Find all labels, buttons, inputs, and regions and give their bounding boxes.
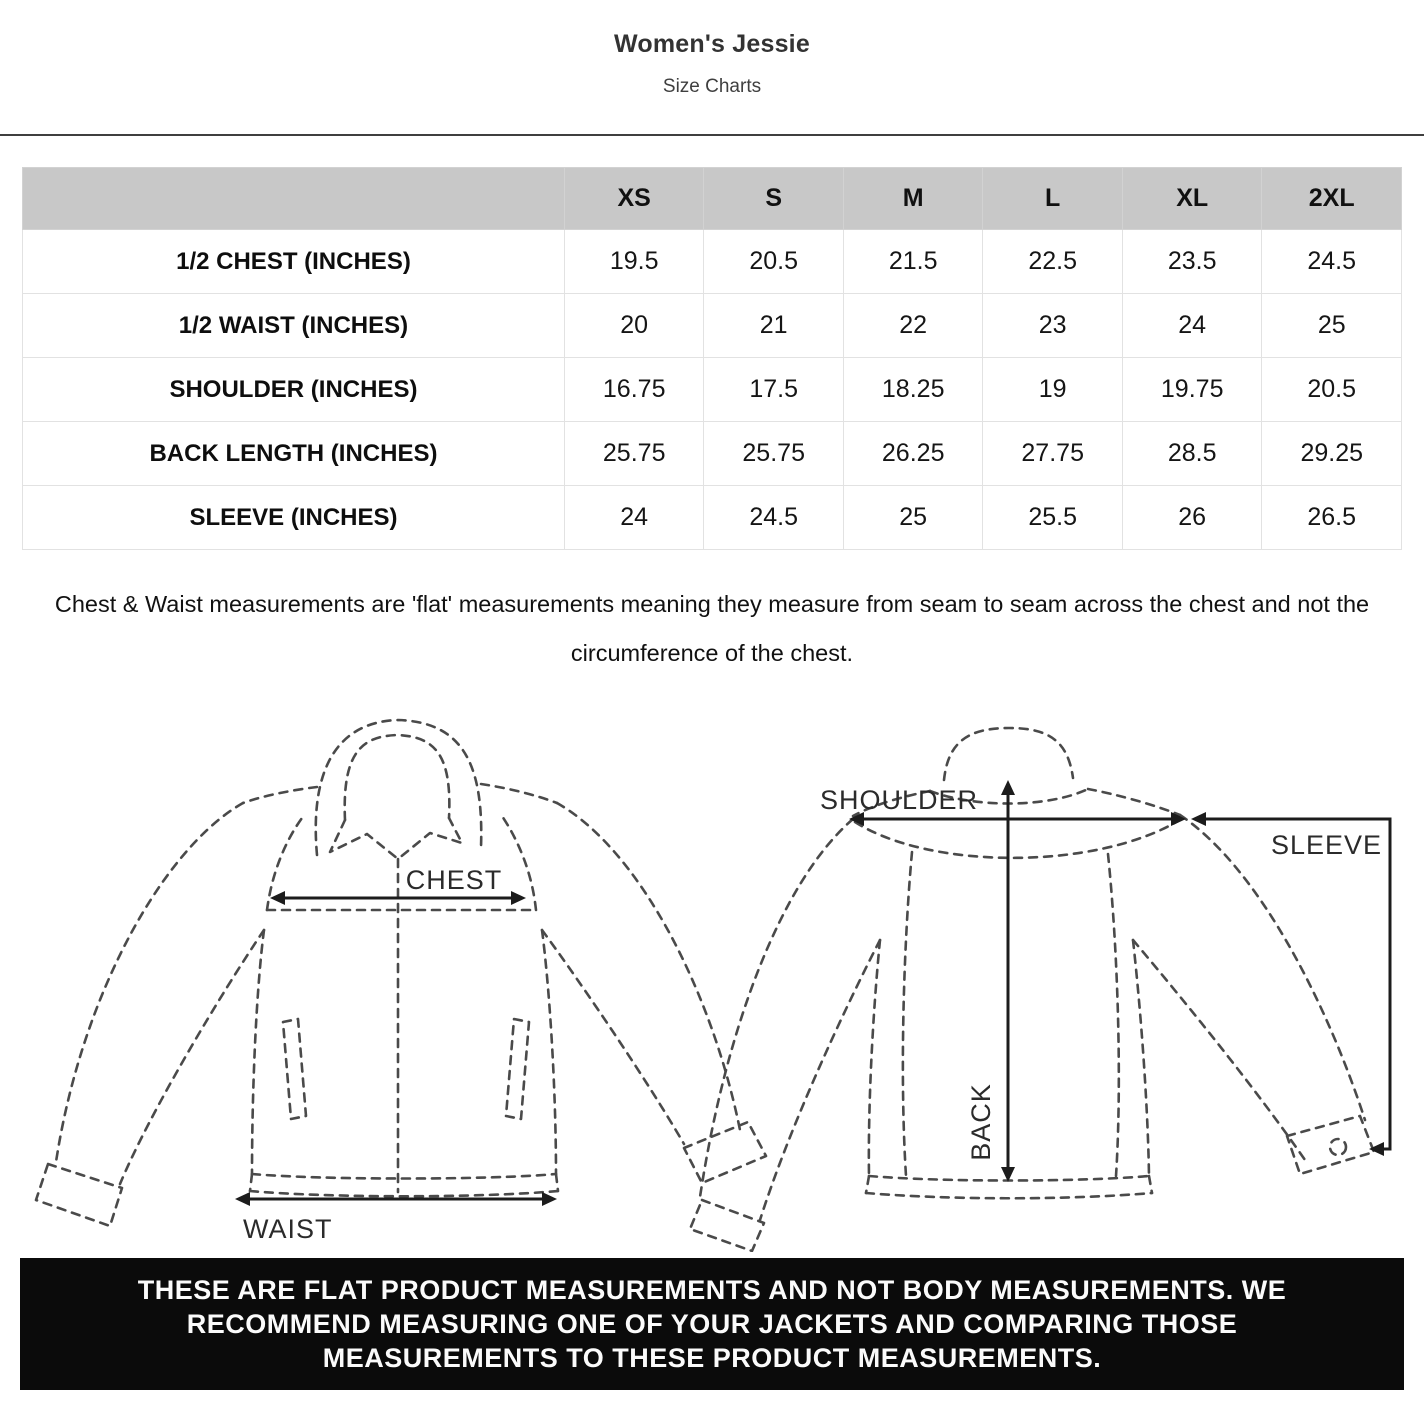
table-row-chest xyxy=(23,230,1402,294)
size-value-cell: 16.75 xyxy=(564,358,704,422)
size-value-cell: 18.25 xyxy=(843,358,983,422)
size-col-s: S xyxy=(704,168,844,230)
size-value-cell: 23 xyxy=(983,294,1123,358)
size-col-2xl: 2XL xyxy=(1262,168,1402,230)
size-value-cell: 17.5 xyxy=(704,358,844,422)
size-value-cell: 27.75 xyxy=(983,422,1123,486)
jacket-front-outline xyxy=(36,720,766,1226)
disclaimer-banner xyxy=(20,1258,1404,1390)
size-value-cell: 24 xyxy=(1122,294,1262,358)
size-value-cell: 19.75 xyxy=(1122,358,1262,422)
chest-label: CHEST xyxy=(405,865,503,895)
row-label: SLEEVE (INCHES) xyxy=(23,486,565,550)
size-value-cell: 20 xyxy=(564,294,704,358)
size-value-cell: 24.5 xyxy=(704,486,844,550)
size-value-cell: 22 xyxy=(843,294,983,358)
page-header xyxy=(0,0,1424,98)
size-value-cell: 26.5 xyxy=(1262,486,1402,550)
shoulder-label: SHOULDER xyxy=(820,785,979,815)
size-value-cell: 25.5 xyxy=(983,486,1123,550)
size-col-l: L xyxy=(983,168,1123,230)
table-row-waist xyxy=(23,294,1402,358)
table-row-back-length xyxy=(23,422,1402,486)
header-divider xyxy=(0,134,1424,136)
size-header-row xyxy=(23,168,1402,230)
size-value-cell: 21.5 xyxy=(843,230,983,294)
size-value-cell: 20.5 xyxy=(704,230,844,294)
size-value-cell: 29.25 xyxy=(1262,422,1402,486)
size-value-cell: 24 xyxy=(564,486,704,550)
size-value-cell: 19.5 xyxy=(564,230,704,294)
back-measure-arrow xyxy=(1001,780,1015,1182)
jacket-back-outline xyxy=(690,728,1374,1251)
size-value-cell: 22.5 xyxy=(983,230,1123,294)
measurement-note: Chest & Waist measurements are 'flat' measurements meaning they measure from seam to seam across the chest and not the circumference of the chest. xyxy=(54,591,1370,666)
size-value-cell: 25 xyxy=(843,486,983,550)
row-label: BACK LENGTH (INCHES) xyxy=(23,422,565,486)
page-title: Women's Jessie xyxy=(614,30,810,58)
size-value-cell: 25.75 xyxy=(564,422,704,486)
size-value-cell: 25.75 xyxy=(704,422,844,486)
row-label: SHOULDER (INCHES) xyxy=(23,358,565,422)
row-label: 1/2 WAIST (INCHES) xyxy=(23,294,565,358)
size-col-m: M xyxy=(843,168,983,230)
size-value-cell: 24.5 xyxy=(1262,230,1402,294)
back-label: BACK xyxy=(966,1083,996,1161)
size-value-cell: 23.5 xyxy=(1122,230,1262,294)
table-row-shoulder xyxy=(23,358,1402,422)
size-value-cell: 21 xyxy=(704,294,844,358)
table-row-sleeve xyxy=(23,486,1402,550)
size-value-cell: 26.25 xyxy=(843,422,983,486)
size-value-cell: 28.5 xyxy=(1122,422,1262,486)
corner-cell xyxy=(23,168,565,230)
size-value-cell: 19 xyxy=(983,358,1123,422)
row-label: 1/2 CHEST (INCHES) xyxy=(23,230,565,294)
sleeve-label: SLEEVE xyxy=(1270,830,1382,860)
size-value-cell: 26 xyxy=(1122,486,1262,550)
disclaimer-text: THESE ARE FLAT PRODUCT MEASUREMENTS AND NOT BODY MEASUREMENTS. WE RECOMMEND MEASURING ONE OF YOUR JACKETS AND COMPARING THOSE MEASUREMENTS TO THESE PRODUCT MEASUREMENTS. xyxy=(137,1275,1287,1373)
size-value-cell: 20.5 xyxy=(1262,358,1402,422)
jacket-measurement-diagram xyxy=(0,692,1424,1252)
size-col-xs: XS xyxy=(564,168,704,230)
size-chart-table xyxy=(22,167,1402,550)
page-subtitle: Size Charts xyxy=(662,76,762,97)
size-value-cell: 25 xyxy=(1262,294,1402,358)
waist-label: WAIST xyxy=(243,1214,333,1244)
size-col-xl: XL xyxy=(1122,168,1262,230)
